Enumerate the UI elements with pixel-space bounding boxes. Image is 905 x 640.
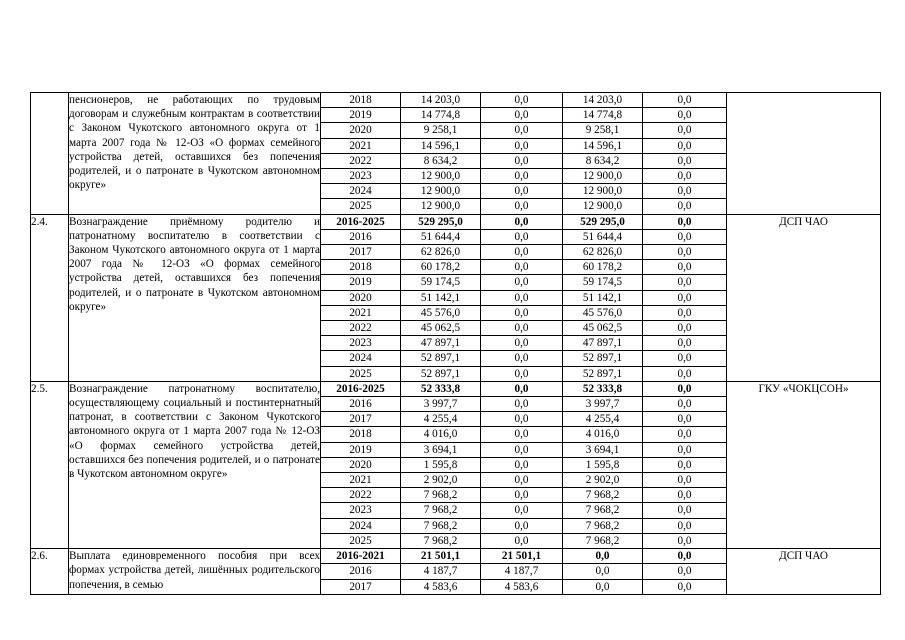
other-sources-cell: 0,0 xyxy=(643,305,727,320)
federal-budget-cell: 0,0 xyxy=(481,427,563,442)
total-amount-cell: 14 774,8 xyxy=(401,108,481,123)
regional-budget-cell: 7 968,2 xyxy=(563,518,643,533)
year-cell: 2023 xyxy=(321,169,401,184)
other-sources-cell: 0,0 xyxy=(643,108,727,123)
year-cell: 2022 xyxy=(321,153,401,168)
item-description: Выплата единовременного пособия при всех формах устройства детей, лишённых родительского попечения, в семью xyxy=(69,549,321,595)
year-cell: 2021 xyxy=(321,305,401,320)
year-cell: 2022 xyxy=(321,321,401,336)
year-cell: 2022 xyxy=(321,488,401,503)
regional-budget-cell: 45 576,0 xyxy=(563,305,643,320)
year-cell: 2024 xyxy=(321,518,401,533)
year-cell: 2019 xyxy=(321,108,401,123)
total-amount-cell: 12 900,0 xyxy=(401,169,481,184)
federal-budget-cell: 0,0 xyxy=(481,199,563,214)
other-sources-cell: 0,0 xyxy=(643,123,727,138)
total-amount-cell: 47 897,1 xyxy=(401,336,481,351)
year-cell: 2023 xyxy=(321,503,401,518)
other-sources-cell: 0,0 xyxy=(643,564,727,579)
federal-budget-cell: 0,0 xyxy=(481,169,563,184)
total-amount-cell: 7 968,2 xyxy=(401,488,481,503)
other-sources-cell: 0,0 xyxy=(643,427,727,442)
total-amount-cell: 2 902,0 xyxy=(401,473,481,488)
federal-budget-cell: 0,0 xyxy=(481,275,563,290)
regional-budget-cell: 62 826,0 xyxy=(563,245,643,260)
federal-budget-cell: 0,0 xyxy=(481,123,563,138)
year-cell: 2025 xyxy=(321,199,401,214)
regional-budget-cell: 3 694,1 xyxy=(563,442,643,457)
year-cell: 2021 xyxy=(321,473,401,488)
other-sources-cell: 0,0 xyxy=(643,321,727,336)
total-amount-cell: 45 576,0 xyxy=(401,305,481,320)
total-amount-cell: 21 501,1 xyxy=(401,549,481,564)
regional-budget-cell: 14 774,8 xyxy=(563,108,643,123)
total-amount-cell: 1 595,8 xyxy=(401,457,481,472)
table-row xyxy=(31,381,881,396)
executor-cell xyxy=(727,93,881,215)
total-amount-cell: 7 968,2 xyxy=(401,533,481,548)
federal-budget-cell: 0,0 xyxy=(481,397,563,412)
federal-budget-cell: 0,0 xyxy=(481,153,563,168)
year-cell: 2023 xyxy=(321,336,401,351)
other-sources-cell: 0,0 xyxy=(643,549,727,564)
other-sources-cell: 0,0 xyxy=(643,153,727,168)
total-amount-cell: 52 897,1 xyxy=(401,366,481,381)
total-amount-cell: 3 997,7 xyxy=(401,397,481,412)
other-sources-cell: 0,0 xyxy=(643,138,727,153)
executor-cell: ГКУ «ЧОКЦСОН» xyxy=(727,381,881,548)
federal-budget-cell: 0,0 xyxy=(481,518,563,533)
year-cell: 2024 xyxy=(321,351,401,366)
table-row xyxy=(31,214,881,229)
other-sources-cell: 0,0 xyxy=(643,275,727,290)
executor-cell: ДСП ЧАО xyxy=(727,549,881,595)
regional-budget-cell: 4 255,4 xyxy=(563,412,643,427)
other-sources-cell: 0,0 xyxy=(643,381,727,396)
item-number: 2.6. xyxy=(31,549,69,595)
other-sources-cell: 0,0 xyxy=(643,169,727,184)
other-sources-cell: 0,0 xyxy=(643,199,727,214)
federal-budget-cell: 0,0 xyxy=(481,290,563,305)
total-amount-cell: 60 178,2 xyxy=(401,260,481,275)
year-cell: 2025 xyxy=(321,533,401,548)
federal-budget-cell: 0,0 xyxy=(481,412,563,427)
federal-budget-cell: 0,0 xyxy=(481,321,563,336)
year-cell: 2018 xyxy=(321,93,401,108)
federal-budget-cell: 0,0 xyxy=(481,245,563,260)
regional-budget-cell: 12 900,0 xyxy=(563,199,643,214)
federal-budget-cell: 0,0 xyxy=(481,184,563,199)
federal-budget-cell: 0,0 xyxy=(481,488,563,503)
federal-budget-cell: 0,0 xyxy=(481,229,563,244)
year-cell: 2020 xyxy=(321,457,401,472)
other-sources-cell: 0,0 xyxy=(643,442,727,457)
other-sources-cell: 0,0 xyxy=(643,93,727,108)
year-cell: 2016-2025 xyxy=(321,381,401,396)
regional-budget-cell: 529 295,0 xyxy=(563,214,643,229)
total-amount-cell: 12 900,0 xyxy=(401,184,481,199)
regional-budget-cell: 45 062,5 xyxy=(563,321,643,336)
federal-budget-cell: 4 583,6 xyxy=(481,579,563,594)
item-number xyxy=(31,93,69,215)
regional-budget-cell: 12 900,0 xyxy=(563,169,643,184)
regional-budget-cell: 7 968,2 xyxy=(563,488,643,503)
total-amount-cell: 12 900,0 xyxy=(401,199,481,214)
federal-budget-cell: 0,0 xyxy=(481,442,563,457)
total-amount-cell: 52 897,1 xyxy=(401,351,481,366)
federal-budget-cell: 0,0 xyxy=(481,381,563,396)
year-cell: 2025 xyxy=(321,366,401,381)
regional-budget-cell: 51 644,4 xyxy=(563,229,643,244)
regional-budget-cell: 60 178,2 xyxy=(563,260,643,275)
item-number: 2.4. xyxy=(31,214,69,381)
total-amount-cell: 51 142,1 xyxy=(401,290,481,305)
regional-budget-cell: 3 997,7 xyxy=(563,397,643,412)
other-sources-cell: 0,0 xyxy=(643,290,727,305)
year-cell: 2016-2025 xyxy=(321,214,401,229)
federal-budget-cell: 0,0 xyxy=(481,214,563,229)
regional-budget-cell: 8 634,2 xyxy=(563,153,643,168)
regional-budget-cell: 47 897,1 xyxy=(563,336,643,351)
other-sources-cell: 0,0 xyxy=(643,260,727,275)
other-sources-cell: 0,0 xyxy=(643,457,727,472)
year-cell: 2017 xyxy=(321,245,401,260)
regional-budget-cell: 52 897,1 xyxy=(563,351,643,366)
total-amount-cell: 59 174,5 xyxy=(401,275,481,290)
federal-budget-cell: 0,0 xyxy=(481,351,563,366)
other-sources-cell: 0,0 xyxy=(643,336,727,351)
other-sources-cell: 0,0 xyxy=(643,518,727,533)
year-cell: 2021 xyxy=(321,138,401,153)
other-sources-cell: 0,0 xyxy=(643,397,727,412)
regional-budget-cell: 14 596,1 xyxy=(563,138,643,153)
total-amount-cell: 52 333,8 xyxy=(401,381,481,396)
regional-budget-cell: 7 968,2 xyxy=(563,503,643,518)
total-amount-cell: 14 203,0 xyxy=(401,93,481,108)
item-description: пенсионеров, не работающих по трудовым договорам и служебным контрактам в соответствии с Законом Чукотского автономного округа от 1 марта 2007 года № 12-ОЗ «О формах семейного устройства детей, оставшихся без попечения родителей, и о патронате в Чукотском автономном округе» xyxy=(69,93,321,215)
federal-budget-cell: 21 501,1 xyxy=(481,549,563,564)
regional-budget-cell: 0,0 xyxy=(563,549,643,564)
year-cell: 2017 xyxy=(321,412,401,427)
federal-budget-cell: 0,0 xyxy=(481,336,563,351)
total-amount-cell: 8 634,2 xyxy=(401,153,481,168)
other-sources-cell: 0,0 xyxy=(643,473,727,488)
total-amount-cell: 7 968,2 xyxy=(401,503,481,518)
year-cell: 2019 xyxy=(321,442,401,457)
year-cell: 2016 xyxy=(321,564,401,579)
federal-budget-cell: 0,0 xyxy=(481,473,563,488)
federal-budget-cell: 0,0 xyxy=(481,503,563,518)
federal-budget-cell: 0,0 xyxy=(481,305,563,320)
year-cell: 2020 xyxy=(321,290,401,305)
total-amount-cell: 4 187,7 xyxy=(401,564,481,579)
regional-budget-cell: 1 595,8 xyxy=(563,457,643,472)
total-amount-cell: 4 016,0 xyxy=(401,427,481,442)
other-sources-cell: 0,0 xyxy=(643,412,727,427)
federal-budget-cell: 0,0 xyxy=(481,533,563,548)
year-cell: 2016 xyxy=(321,397,401,412)
federal-budget-cell: 0,0 xyxy=(481,93,563,108)
total-amount-cell: 45 062,5 xyxy=(401,321,481,336)
table-row xyxy=(31,549,881,564)
federal-budget-cell: 0,0 xyxy=(481,260,563,275)
program-funding-table xyxy=(30,92,881,595)
other-sources-cell: 0,0 xyxy=(643,366,727,381)
total-amount-cell: 3 694,1 xyxy=(401,442,481,457)
other-sources-cell: 0,0 xyxy=(643,214,727,229)
regional-budget-cell: 4 016,0 xyxy=(563,427,643,442)
year-cell: 2016-2021 xyxy=(321,549,401,564)
federal-budget-cell: 0,0 xyxy=(481,108,563,123)
total-amount-cell: 62 826,0 xyxy=(401,245,481,260)
regional-budget-cell: 52 897,1 xyxy=(563,366,643,381)
total-amount-cell: 4 583,6 xyxy=(401,579,481,594)
other-sources-cell: 0,0 xyxy=(643,488,727,503)
total-amount-cell: 9 258,1 xyxy=(401,123,481,138)
item-number: 2.5. xyxy=(31,381,69,548)
other-sources-cell: 0,0 xyxy=(643,533,727,548)
total-amount-cell: 4 255,4 xyxy=(401,412,481,427)
regional-budget-cell: 12 900,0 xyxy=(563,184,643,199)
regional-budget-cell: 51 142,1 xyxy=(563,290,643,305)
total-amount-cell: 51 644,4 xyxy=(401,229,481,244)
total-amount-cell: 529 295,0 xyxy=(401,214,481,229)
total-amount-cell: 7 968,2 xyxy=(401,518,481,533)
regional-budget-cell: 52 333,8 xyxy=(563,381,643,396)
other-sources-cell: 0,0 xyxy=(643,184,727,199)
federal-budget-cell: 4 187,7 xyxy=(481,564,563,579)
year-cell: 2016 xyxy=(321,229,401,244)
other-sources-cell: 0,0 xyxy=(643,229,727,244)
item-description: Вознаграждение патронатному воспитателю, осуществляющему социальный и постинтернатный патронат, в соответствии с Законом Чукотского автономного округа от 1 марта 2007 года № 12-ОЗ «О формах семейного устройства детей, оставшихся без попечения родителей, и о патронате в Чукотском автономном округе» xyxy=(69,381,321,548)
regional-budget-cell: 14 203,0 xyxy=(563,93,643,108)
federal-budget-cell: 0,0 xyxy=(481,457,563,472)
year-cell: 2019 xyxy=(321,275,401,290)
regional-budget-cell: 7 968,2 xyxy=(563,533,643,548)
federal-budget-cell: 0,0 xyxy=(481,366,563,381)
regional-budget-cell: 59 174,5 xyxy=(563,275,643,290)
other-sources-cell: 0,0 xyxy=(643,245,727,260)
regional-budget-cell: 2 902,0 xyxy=(563,473,643,488)
executor-cell: ДСП ЧАО xyxy=(727,214,881,381)
table-row xyxy=(31,93,881,108)
regional-budget-cell: 9 258,1 xyxy=(563,123,643,138)
regional-budget-cell: 0,0 xyxy=(563,564,643,579)
other-sources-cell: 0,0 xyxy=(643,503,727,518)
federal-budget-cell: 0,0 xyxy=(481,138,563,153)
year-cell: 2024 xyxy=(321,184,401,199)
regional-budget-cell: 0,0 xyxy=(563,579,643,594)
other-sources-cell: 0,0 xyxy=(643,351,727,366)
total-amount-cell: 14 596,1 xyxy=(401,138,481,153)
year-cell: 2018 xyxy=(321,427,401,442)
year-cell: 2018 xyxy=(321,260,401,275)
year-cell: 2017 xyxy=(321,579,401,594)
year-cell: 2020 xyxy=(321,123,401,138)
other-sources-cell: 0,0 xyxy=(643,579,727,594)
item-description: Вознаграждение приёмному родителю и патронатному воспитателю в соответствии с Законом Чукотского автономного округа от 1 марта 2007 года № 12-ОЗ «О формах семейного устройства детей, оставшихся без попечения родителей, и о патронате в Чукотском автономном округе» xyxy=(69,214,321,381)
